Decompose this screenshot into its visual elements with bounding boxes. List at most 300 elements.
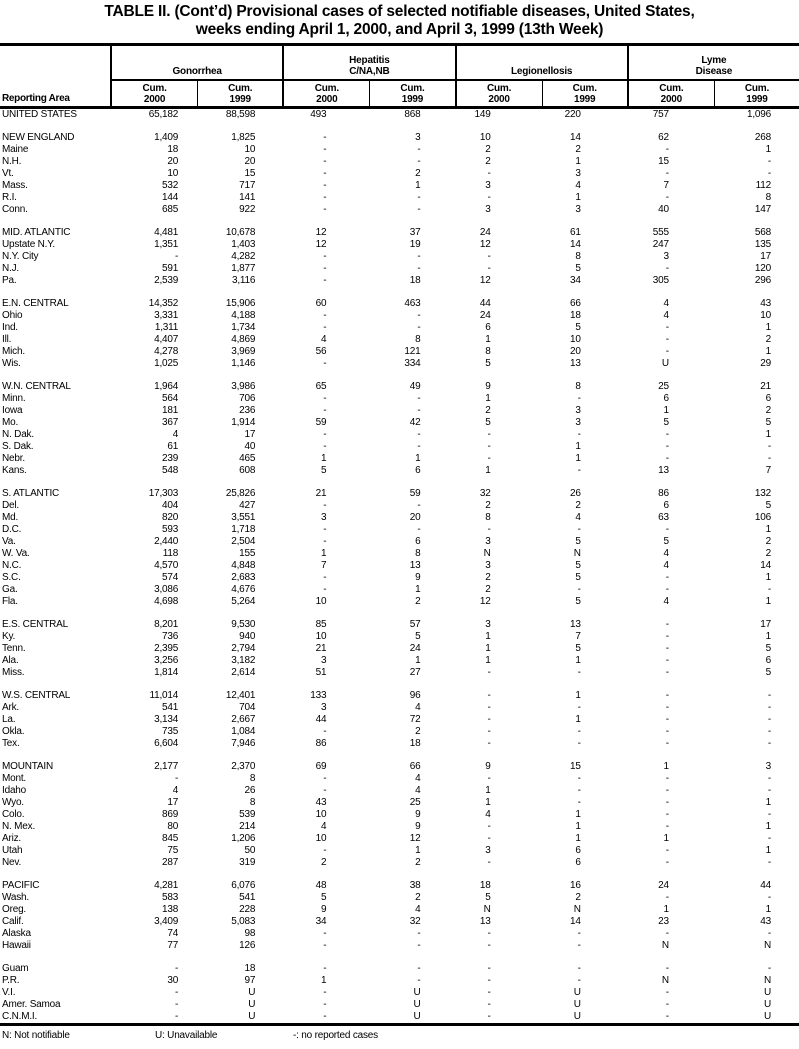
cell-value: - bbox=[323, 393, 327, 404]
cell-value: 132 bbox=[754, 488, 771, 499]
cell-value: 541 bbox=[162, 702, 179, 713]
cell-value: - bbox=[767, 892, 771, 903]
cell-value: - bbox=[487, 453, 491, 464]
cell-value: 10 bbox=[570, 334, 581, 345]
cell-value: - bbox=[767, 809, 771, 820]
cell-value: 5 bbox=[663, 417, 669, 428]
row-area-label: Md. bbox=[2, 512, 19, 523]
cell-value: 4 bbox=[663, 560, 669, 571]
row-area-label: N.J. bbox=[2, 263, 19, 274]
cell-value: - bbox=[417, 156, 421, 167]
cell-value: - bbox=[487, 429, 491, 440]
cell-value: 2,794 bbox=[231, 643, 256, 654]
cell-value: - bbox=[665, 857, 669, 868]
table-row bbox=[0, 999, 799, 1011]
cell-value: 10 bbox=[167, 168, 179, 179]
cell-value: 13 bbox=[570, 619, 581, 630]
cell-value: N bbox=[483, 904, 491, 915]
cell-value: 61 bbox=[570, 227, 581, 238]
cell-value: - bbox=[577, 785, 581, 796]
table-row bbox=[0, 144, 799, 156]
cell-value: 1 bbox=[485, 631, 491, 642]
cell-value: 574 bbox=[162, 572, 179, 583]
cell-value: - bbox=[323, 156, 327, 167]
cell-value: 1 bbox=[663, 833, 669, 844]
cell-value: 147 bbox=[754, 204, 771, 215]
table-row bbox=[0, 797, 799, 809]
cell-value: 144 bbox=[162, 192, 179, 203]
cell-value: 96 bbox=[409, 690, 421, 701]
cell-value: 3,986 bbox=[231, 381, 256, 392]
cell-value: - bbox=[417, 310, 421, 321]
cell-value: - bbox=[665, 168, 669, 179]
column-group-title: Hepatitis C/NA,NB bbox=[349, 55, 390, 77]
cell-value: 5 bbox=[765, 417, 771, 428]
cell-value: 5 bbox=[575, 643, 581, 654]
cell-value: 138 bbox=[162, 904, 179, 915]
cell-value: 4 bbox=[172, 785, 179, 796]
table-row bbox=[0, 180, 799, 192]
cell-value: - bbox=[577, 429, 581, 440]
cell-value: 1,146 bbox=[231, 358, 256, 369]
cell-value: 18 bbox=[570, 310, 581, 321]
cell-value: 18 bbox=[479, 880, 491, 891]
table-row bbox=[0, 512, 799, 524]
cell-value: 4 bbox=[415, 785, 421, 796]
cell-value: 7 bbox=[765, 465, 771, 476]
cell-value: - bbox=[665, 892, 669, 903]
cell-value: 239 bbox=[162, 453, 179, 464]
cell-value: - bbox=[323, 987, 327, 998]
cell-value: N bbox=[763, 975, 771, 986]
cell-value: - bbox=[665, 263, 669, 274]
cell-value: 868 bbox=[404, 109, 421, 120]
cell-value: - bbox=[665, 584, 669, 595]
table-row bbox=[0, 548, 799, 560]
cell-value: 465 bbox=[239, 453, 256, 464]
cell-value: 20 bbox=[570, 346, 581, 357]
table-row bbox=[0, 738, 799, 750]
cell-value: - bbox=[665, 809, 669, 820]
cell-value: 564 bbox=[162, 393, 179, 404]
cell-value: 80 bbox=[167, 821, 179, 832]
cell-value: - bbox=[665, 726, 669, 737]
cell-value: 1 bbox=[575, 833, 581, 844]
row-area-label: Fla. bbox=[2, 596, 18, 607]
cell-value: - bbox=[577, 928, 581, 939]
cell-value: 2 bbox=[415, 857, 421, 868]
row-area-label: R.I. bbox=[2, 192, 17, 203]
cell-value: 4 bbox=[663, 310, 669, 321]
cell-value: - bbox=[487, 940, 491, 951]
table-row bbox=[0, 1011, 799, 1023]
cell-value: - bbox=[487, 441, 491, 452]
row-area-label: Nev. bbox=[2, 857, 22, 868]
cell-value: 2,395 bbox=[154, 643, 179, 654]
column-subheader: Cum. 1999 bbox=[714, 81, 799, 106]
cell-value: 14 bbox=[570, 916, 581, 927]
table-row bbox=[0, 524, 799, 536]
footnote-no-reported-cases: -: no reported cases bbox=[293, 1030, 378, 1041]
cell-value: 869 bbox=[162, 809, 179, 820]
cell-value: 4,282 bbox=[231, 251, 256, 262]
row-area-label: Tenn. bbox=[2, 643, 26, 654]
row-area-label: Wis. bbox=[2, 358, 21, 369]
cell-value: - bbox=[767, 785, 771, 796]
cell-value: 2,683 bbox=[231, 572, 256, 583]
cell-value: 9,530 bbox=[231, 619, 256, 630]
cell-value: - bbox=[323, 132, 327, 143]
cell-value: 735 bbox=[162, 726, 179, 737]
cell-value: - bbox=[665, 738, 669, 749]
cell-value: U bbox=[413, 987, 421, 998]
column-group-title: Lyme Disease bbox=[695, 55, 733, 77]
cell-value: 820 bbox=[162, 512, 179, 523]
cell-value: 247 bbox=[652, 239, 669, 250]
cell-value: 141 bbox=[239, 192, 256, 203]
cell-value: 1 bbox=[415, 845, 421, 856]
cell-value: 6 bbox=[765, 655, 771, 666]
row-area-label: Ohio bbox=[2, 310, 23, 321]
cell-value: 3 bbox=[485, 536, 491, 547]
cell-value: - bbox=[487, 168, 491, 179]
cell-value: 2 bbox=[485, 584, 491, 595]
cell-value: - bbox=[665, 845, 669, 856]
row-area-label: Del. bbox=[2, 500, 19, 511]
row-area-label: S. Dak. bbox=[2, 441, 34, 452]
cell-value: 404 bbox=[162, 500, 179, 511]
cell-value: 1 bbox=[765, 322, 771, 333]
cell-value: 17 bbox=[244, 429, 256, 440]
cell-value: 181 bbox=[162, 405, 179, 416]
cell-value: 50 bbox=[244, 845, 256, 856]
cell-value: - bbox=[767, 453, 771, 464]
table-row bbox=[0, 405, 799, 417]
table-row bbox=[0, 156, 799, 168]
cell-value: 305 bbox=[652, 275, 669, 286]
cell-value: - bbox=[665, 797, 669, 808]
cell-value: 1 bbox=[415, 180, 421, 191]
cell-value: 3 bbox=[575, 168, 581, 179]
cell-value: 3 bbox=[321, 512, 327, 523]
table-row bbox=[0, 702, 799, 714]
cell-value: 1,734 bbox=[231, 322, 256, 333]
cell-value: - bbox=[323, 310, 327, 321]
cell-value: 88,598 bbox=[225, 109, 256, 120]
table-row bbox=[0, 785, 799, 797]
cell-value: - bbox=[767, 726, 771, 737]
cell-value: 12 bbox=[479, 239, 491, 250]
cell-value: 3 bbox=[575, 417, 581, 428]
cell-value: 2,539 bbox=[154, 275, 179, 286]
row-area-label: Ill. bbox=[2, 334, 12, 345]
cell-value: 334 bbox=[404, 358, 421, 369]
cell-value: U bbox=[248, 987, 256, 998]
cell-value: 72 bbox=[409, 714, 421, 725]
cell-value: 75 bbox=[167, 845, 179, 856]
cell-value: - bbox=[417, 144, 421, 155]
row-area-label: Ind. bbox=[2, 322, 18, 333]
cell-value: - bbox=[323, 940, 327, 951]
cell-value: 7 bbox=[321, 560, 327, 571]
cell-value: - bbox=[577, 738, 581, 749]
cell-value: 37 bbox=[409, 227, 421, 238]
cell-value: - bbox=[417, 192, 421, 203]
cell-value: 1,964 bbox=[154, 381, 179, 392]
cell-value: 2 bbox=[485, 144, 491, 155]
cell-value: 2 bbox=[321, 857, 327, 868]
cell-value: - bbox=[487, 987, 491, 998]
cell-value: 3 bbox=[321, 655, 327, 666]
cell-value: 86 bbox=[315, 738, 327, 749]
cell-value: 1 bbox=[575, 441, 581, 452]
cell-value: 5 bbox=[575, 596, 581, 607]
cell-value: 608 bbox=[239, 465, 256, 476]
cell-value: - bbox=[174, 987, 179, 998]
cell-value: - bbox=[665, 1011, 669, 1022]
table-row bbox=[0, 845, 799, 857]
cell-value: 4 bbox=[663, 548, 669, 559]
cell-value: 43 bbox=[760, 298, 771, 309]
cell-value: 6 bbox=[485, 322, 491, 333]
cell-value: - bbox=[487, 975, 491, 986]
cell-value: 18 bbox=[167, 144, 179, 155]
cell-value: - bbox=[487, 690, 491, 701]
cell-value: - bbox=[323, 204, 327, 215]
cell-value: 1 bbox=[663, 405, 669, 416]
cell-value: - bbox=[417, 251, 421, 262]
cell-value: 220 bbox=[564, 109, 581, 120]
cell-value: - bbox=[665, 702, 669, 713]
cell-value: 56 bbox=[315, 346, 327, 357]
cell-value: - bbox=[665, 999, 669, 1010]
cell-value: 9 bbox=[415, 809, 421, 820]
table-row bbox=[0, 334, 799, 346]
cell-value: 1 bbox=[415, 655, 421, 666]
cell-value: 583 bbox=[162, 892, 179, 903]
cell-value: 12 bbox=[409, 833, 421, 844]
row-area-label: Iowa bbox=[2, 405, 23, 416]
cell-value: 845 bbox=[162, 833, 179, 844]
cell-value: - bbox=[323, 441, 327, 452]
cell-value: - bbox=[487, 702, 491, 713]
cell-value: - bbox=[665, 714, 669, 725]
cell-value: - bbox=[417, 204, 421, 215]
cell-value: - bbox=[323, 180, 327, 191]
cell-value: 10 bbox=[315, 809, 327, 820]
cell-value: 1 bbox=[765, 797, 771, 808]
table-row bbox=[0, 904, 799, 916]
cell-value: 1,409 bbox=[154, 132, 179, 143]
cell-value: 13 bbox=[658, 465, 669, 476]
cell-value: - bbox=[323, 168, 327, 179]
row-area-label: E.S. CENTRAL bbox=[2, 619, 68, 630]
cell-value: 4,481 bbox=[154, 227, 179, 238]
cell-value: 4,278 bbox=[154, 346, 179, 357]
cell-value: 3,182 bbox=[231, 655, 256, 666]
cell-value: 532 bbox=[162, 180, 179, 191]
table-row bbox=[0, 429, 799, 441]
cell-value: 25,826 bbox=[225, 488, 256, 499]
cell-value: - bbox=[665, 346, 669, 357]
cell-value: - bbox=[174, 773, 179, 784]
cell-value: 155 bbox=[239, 548, 256, 559]
column-subheader: Cum. 2000 bbox=[142, 83, 167, 105]
row-area-label: Minn. bbox=[2, 393, 26, 404]
cell-value: - bbox=[767, 584, 771, 595]
cell-value: - bbox=[417, 393, 421, 404]
footnotes bbox=[0, 1026, 799, 1046]
row-area-label: Mich. bbox=[2, 346, 25, 357]
cell-value: 17 bbox=[760, 619, 771, 630]
cell-value: 3 bbox=[663, 251, 669, 262]
cell-value: - bbox=[174, 963, 179, 974]
table-row bbox=[0, 204, 799, 216]
cell-value: 24 bbox=[658, 880, 669, 891]
cell-value: 8 bbox=[765, 192, 771, 203]
row-area-label: Ga. bbox=[2, 584, 18, 595]
cell-value: 1,096 bbox=[746, 109, 771, 120]
row-area-label: Calif. bbox=[2, 916, 24, 927]
cell-value: 26 bbox=[244, 785, 256, 796]
cell-value: 463 bbox=[404, 298, 421, 309]
row-area-label: P.R. bbox=[2, 975, 20, 986]
cell-value: 32 bbox=[409, 916, 421, 927]
table-title bbox=[0, 0, 799, 43]
cell-value: - bbox=[665, 655, 669, 666]
cell-value: - bbox=[417, 322, 421, 333]
row-area-label: Idaho bbox=[2, 785, 27, 796]
cell-value: 32 bbox=[479, 488, 491, 499]
cell-value: 736 bbox=[162, 631, 179, 642]
table-row bbox=[0, 690, 799, 702]
cell-value: 1 bbox=[575, 453, 581, 464]
table-row bbox=[0, 168, 799, 180]
cell-value: - bbox=[417, 429, 421, 440]
cell-value: - bbox=[665, 144, 669, 155]
cell-value: 685 bbox=[162, 204, 179, 215]
cell-value: - bbox=[665, 631, 669, 642]
cell-value: 8 bbox=[575, 251, 581, 262]
cell-value: 18 bbox=[244, 963, 256, 974]
table-row bbox=[0, 192, 799, 204]
cell-value: 493 bbox=[310, 109, 327, 120]
table-row bbox=[0, 132, 799, 144]
cell-value: 3 bbox=[485, 204, 491, 215]
table-row bbox=[0, 453, 799, 465]
cell-value: - bbox=[577, 773, 581, 784]
row-area-label: Va. bbox=[2, 536, 16, 547]
cell-value: - bbox=[323, 144, 327, 155]
row-area-label: Amer. Samoa bbox=[2, 999, 61, 1010]
cell-value: 10 bbox=[315, 596, 327, 607]
cell-value: 1 bbox=[765, 596, 771, 607]
cell-value: 3 bbox=[321, 702, 327, 713]
cell-value: 59 bbox=[409, 488, 421, 499]
cell-value: - bbox=[487, 1011, 491, 1022]
cell-value: 704 bbox=[239, 702, 256, 713]
cell-value: - bbox=[323, 773, 327, 784]
row-area-label: Kans. bbox=[2, 465, 27, 476]
cell-value: 3 bbox=[485, 560, 491, 571]
reporting-area-label: Reporting Area bbox=[2, 93, 70, 104]
footnote-not-notifiable: N: Not notifiable bbox=[2, 1030, 70, 1041]
cell-value: 5 bbox=[575, 560, 581, 571]
cell-value: - bbox=[665, 963, 669, 974]
cell-value: 1,814 bbox=[154, 667, 179, 678]
cell-value: 7 bbox=[663, 180, 669, 191]
cell-value: - bbox=[487, 726, 491, 737]
row-area-label: Nebr. bbox=[2, 453, 25, 464]
table-row bbox=[0, 322, 799, 334]
cell-value: N bbox=[483, 548, 491, 559]
cell-value: 118 bbox=[162, 548, 179, 559]
cell-value: - bbox=[665, 192, 669, 203]
table-row bbox=[0, 916, 799, 928]
cell-value: - bbox=[323, 536, 327, 547]
cell-value: - bbox=[487, 524, 491, 535]
cell-value: 4,848 bbox=[231, 560, 256, 571]
cell-value: 1,311 bbox=[154, 322, 179, 333]
cell-value: - bbox=[665, 441, 669, 452]
column-subheaders bbox=[629, 79, 799, 106]
cell-value: 1 bbox=[485, 393, 491, 404]
cell-value: 5 bbox=[765, 500, 771, 511]
cell-value: - bbox=[323, 584, 327, 595]
cell-value: 2,614 bbox=[231, 667, 256, 678]
cell-value: 2 bbox=[415, 726, 421, 737]
cell-value: U bbox=[763, 1011, 771, 1022]
cell-value: 9 bbox=[321, 904, 327, 915]
row-area-label: Conn. bbox=[2, 204, 28, 215]
cell-value: 9 bbox=[485, 761, 491, 772]
cell-value: 1 bbox=[415, 584, 421, 595]
cell-value: 1 bbox=[321, 453, 327, 464]
cell-value: 14 bbox=[570, 132, 581, 143]
cell-value: 60 bbox=[315, 298, 327, 309]
row-area-label: C.N.M.I. bbox=[2, 1011, 38, 1022]
cell-value: 20 bbox=[167, 156, 179, 167]
cell-value: 15 bbox=[658, 156, 669, 167]
cell-value: 5 bbox=[575, 263, 581, 274]
cell-value: 1,825 bbox=[231, 132, 256, 143]
cell-value: 65 bbox=[315, 381, 327, 392]
cell-value: - bbox=[577, 393, 581, 404]
table-body bbox=[0, 109, 799, 1026]
cell-value: 12 bbox=[315, 227, 327, 238]
table-row bbox=[0, 821, 799, 833]
cell-value: 1,403 bbox=[231, 239, 256, 250]
cell-value: - bbox=[323, 429, 327, 440]
cell-value: 2 bbox=[485, 572, 491, 583]
cell-value: 65,182 bbox=[148, 109, 179, 120]
column-subheader: Cum. 2000 bbox=[659, 83, 684, 105]
cell-value: 15 bbox=[570, 761, 581, 772]
table-row bbox=[0, 726, 799, 738]
cell-value: 20 bbox=[409, 512, 421, 523]
cell-value: 24 bbox=[479, 310, 491, 321]
row-area-label: MOUNTAIN bbox=[2, 761, 53, 772]
cell-value: U bbox=[248, 1011, 256, 1022]
cell-value: N bbox=[661, 940, 669, 951]
cell-value: 86 bbox=[658, 488, 669, 499]
row-area-label: Vt. bbox=[2, 168, 14, 179]
cell-value: 38 bbox=[409, 880, 421, 891]
cell-value: 8 bbox=[249, 797, 256, 808]
cell-value: 706 bbox=[239, 393, 256, 404]
row-area-label: UNITED STATES bbox=[2, 109, 77, 120]
cell-value: 757 bbox=[652, 109, 669, 120]
